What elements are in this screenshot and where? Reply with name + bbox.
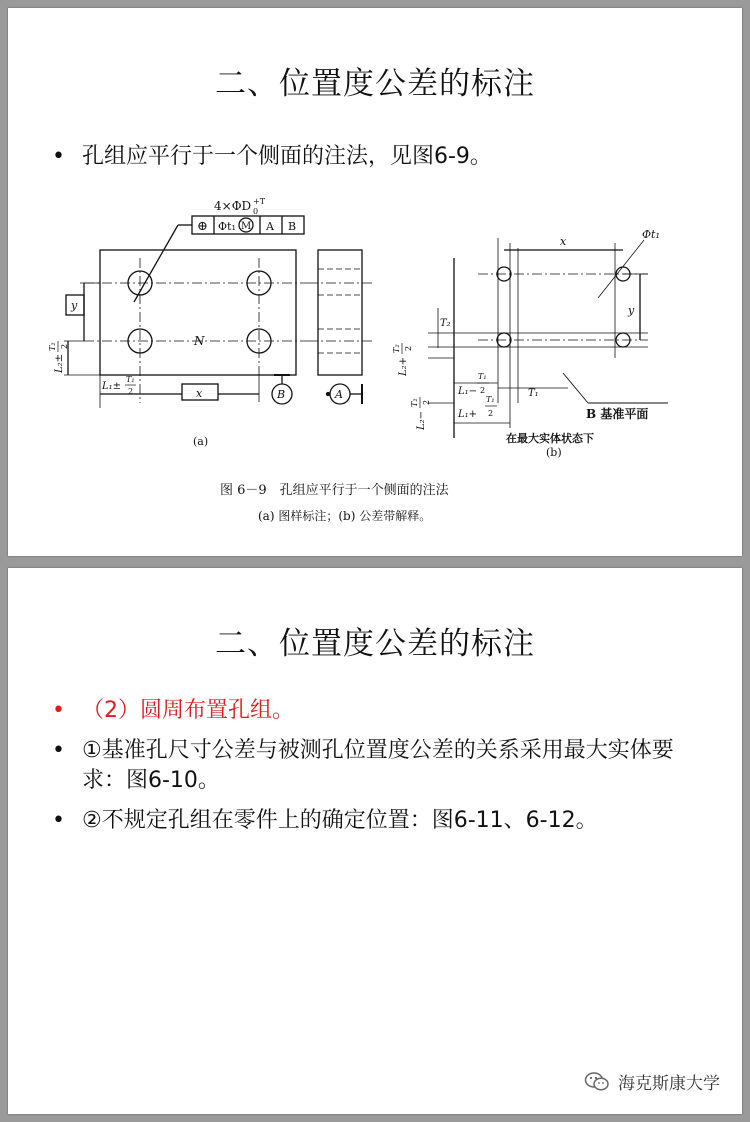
bullet-item xyxy=(52,696,712,726)
label-l1-minus-t1: T₁ xyxy=(478,372,487,381)
bullet-dot-icon: • xyxy=(52,738,65,763)
label-y-a: y xyxy=(71,299,78,312)
label-t1-num: T₁ xyxy=(126,375,135,384)
bullet-item xyxy=(52,736,712,796)
label-t1-den: 2 xyxy=(128,387,134,396)
watermark-text: 海克斯康大学 xyxy=(618,1074,720,1094)
label-l2-plus-t2: T₂ xyxy=(392,344,401,353)
sub-label-a: (a) xyxy=(193,435,209,448)
dim-x-a xyxy=(140,368,259,402)
bullet-text: ①基准孔尺寸公差与被测孔位置度公差的关系采用最大实体要求：图6-10。 xyxy=(82,738,674,793)
label-l1-a: L₁± xyxy=(102,381,122,392)
slide-2 xyxy=(8,568,742,1114)
dim-l1-a xyxy=(100,375,140,408)
bullet-text: ②不规定孔组在零件上的确定位置：图6-11、6-12。 xyxy=(82,808,598,833)
plate-side-view xyxy=(308,250,372,404)
bullet-text: 孔组应平行于一个侧面的注法，见图6-9。 xyxy=(82,144,492,169)
bullet-list xyxy=(52,142,712,182)
datum-b-symbol xyxy=(272,375,292,404)
label-x-b: x xyxy=(560,235,567,248)
label-l1-minus: L₁− xyxy=(458,386,478,397)
datum-a-label: A xyxy=(335,388,343,401)
label-x-a: x xyxy=(196,387,203,400)
bullet-text: （2）圆周布置孔组。 xyxy=(82,698,294,723)
label-l1-plus-den: 2 xyxy=(488,409,494,418)
wechat-icon xyxy=(584,1071,610,1093)
label-l1-minus-den: 2 xyxy=(480,386,486,395)
label-l1-plus-t1: T₁ xyxy=(486,395,495,404)
label-l2-plus-den: 2 xyxy=(404,345,413,351)
bullet-dot-icon: • xyxy=(52,808,65,833)
label-l2-a: L₂± xyxy=(54,353,65,373)
figure-caption: 图 6－9 孔组应平行于一个侧面的注法 xyxy=(220,483,449,498)
frame-tol-upper: +T xyxy=(253,198,266,206)
bullet-dot-icon: • xyxy=(52,698,65,723)
bullet-dot-icon: • xyxy=(52,144,65,169)
label-l2-minus: L₂− xyxy=(416,410,427,430)
label-t2-num: T₂ xyxy=(48,342,57,351)
tolerance-zone-diagram xyxy=(392,228,668,459)
slide-1 xyxy=(8,8,742,556)
bullet-item xyxy=(52,142,712,172)
frame-size-label: 4×ΦD xyxy=(214,199,252,213)
frame-datum-b: B xyxy=(288,220,297,233)
bullet-item xyxy=(52,806,712,836)
label-phi-t1: Φt₁ xyxy=(642,228,660,241)
mmc-modifier: M xyxy=(241,221,252,232)
label-t1-b: T₁ xyxy=(528,388,539,399)
slide-title: 二、位置度公差的标注 xyxy=(215,626,535,662)
frame-tolerance: Φt₁ xyxy=(218,220,236,233)
label-l2-minus-t2: T₂ xyxy=(410,398,419,407)
figure-6-9 xyxy=(8,198,742,538)
bullet-list xyxy=(52,696,712,846)
label-l2-minus-den: 2 xyxy=(422,399,431,405)
label-n: N xyxy=(194,334,205,348)
label-y-b: y xyxy=(628,304,635,317)
watermark xyxy=(584,1069,720,1094)
frame-tol-lower: 0 xyxy=(253,207,259,216)
datum-b-label: B xyxy=(277,388,286,401)
dim-l2-a xyxy=(48,341,100,375)
dim-y-a xyxy=(66,283,100,341)
label-t2-b: T₂ xyxy=(440,318,451,329)
position-symbol-icon: ⊕ xyxy=(197,219,208,234)
label-datum-plane: B 基准平面 xyxy=(586,407,649,421)
label-l2-plus: L₂+ xyxy=(398,356,409,376)
label-mmc: 在最大实体状态下 xyxy=(506,432,594,445)
slide-title: 二、位置度公差的标注 xyxy=(215,66,535,102)
frame-datum-a: A xyxy=(266,220,274,233)
sub-label-b: (b) xyxy=(546,446,562,459)
label-l1-plus: L₁+ xyxy=(458,409,478,420)
label-t2-den: 2 xyxy=(60,343,69,349)
figure-subcaption: (a) 图样标注；(b) 公差带解释。 xyxy=(258,509,432,523)
